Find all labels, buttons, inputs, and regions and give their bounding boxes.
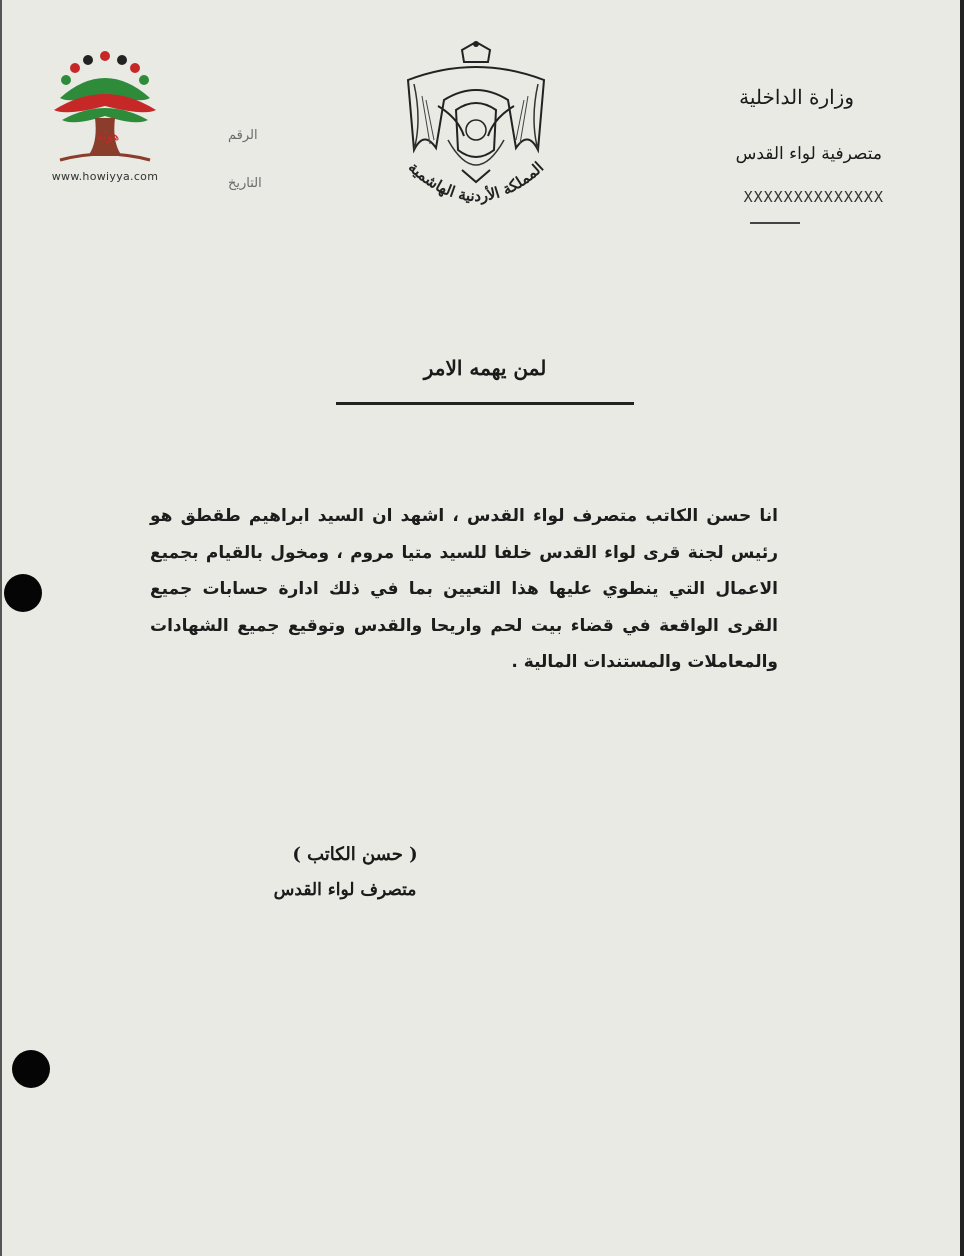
certificate-body-text: انا حسن الكاتب متصرف لواء القدس ، اشهد ان السيد ابراهيم طقطق هو رئيس لجنة قرى لواء القدس خلفا للسيد متيا مروم ، ومخول بالقيام بجميع الاعمال التي ينطوي عليها هذا التعيين بما في ذلك ادارة حسابات جميع القرى الواقعة في قضاء بيت لحم واريحا والقدس وتوقيع جميع الشهادات والمعاملات والمستندات المالية .: [150, 506, 778, 672]
watermark-url: www.howiyya.com: [51, 170, 159, 183]
scan-edge-left: [0, 0, 2, 1256]
typed-x-line: XXXXXXXXXXXXXX: [743, 188, 884, 206]
title-underline: [336, 402, 634, 405]
punch-hole-top: [4, 574, 42, 612]
howiyya-tree-logo: [40, 48, 170, 188]
scan-edge-right: [960, 0, 964, 1256]
reference-number-label: الرقم: [228, 128, 258, 143]
punch-hole-bottom: [12, 1050, 50, 1088]
document-title: لمن يهمه الامر: [423, 356, 547, 380]
ministry-heading: وزارة الداخلية: [739, 85, 854, 109]
signature-name: ( حسن الكاتب ): [292, 844, 418, 865]
date-label: التاريخ: [228, 176, 262, 191]
jordan-coat-of-arms-emblem: [378, 40, 574, 230]
logo-text: هويّة: [96, 129, 120, 143]
district-heading: متصرفية لواء القدس: [735, 144, 882, 164]
signature-title: متصرف لواء القدس: [273, 880, 417, 900]
coat-of-arms-inscription: المملكة الأردنية الهاشمية: [404, 158, 548, 206]
header-divider: [750, 222, 800, 224]
